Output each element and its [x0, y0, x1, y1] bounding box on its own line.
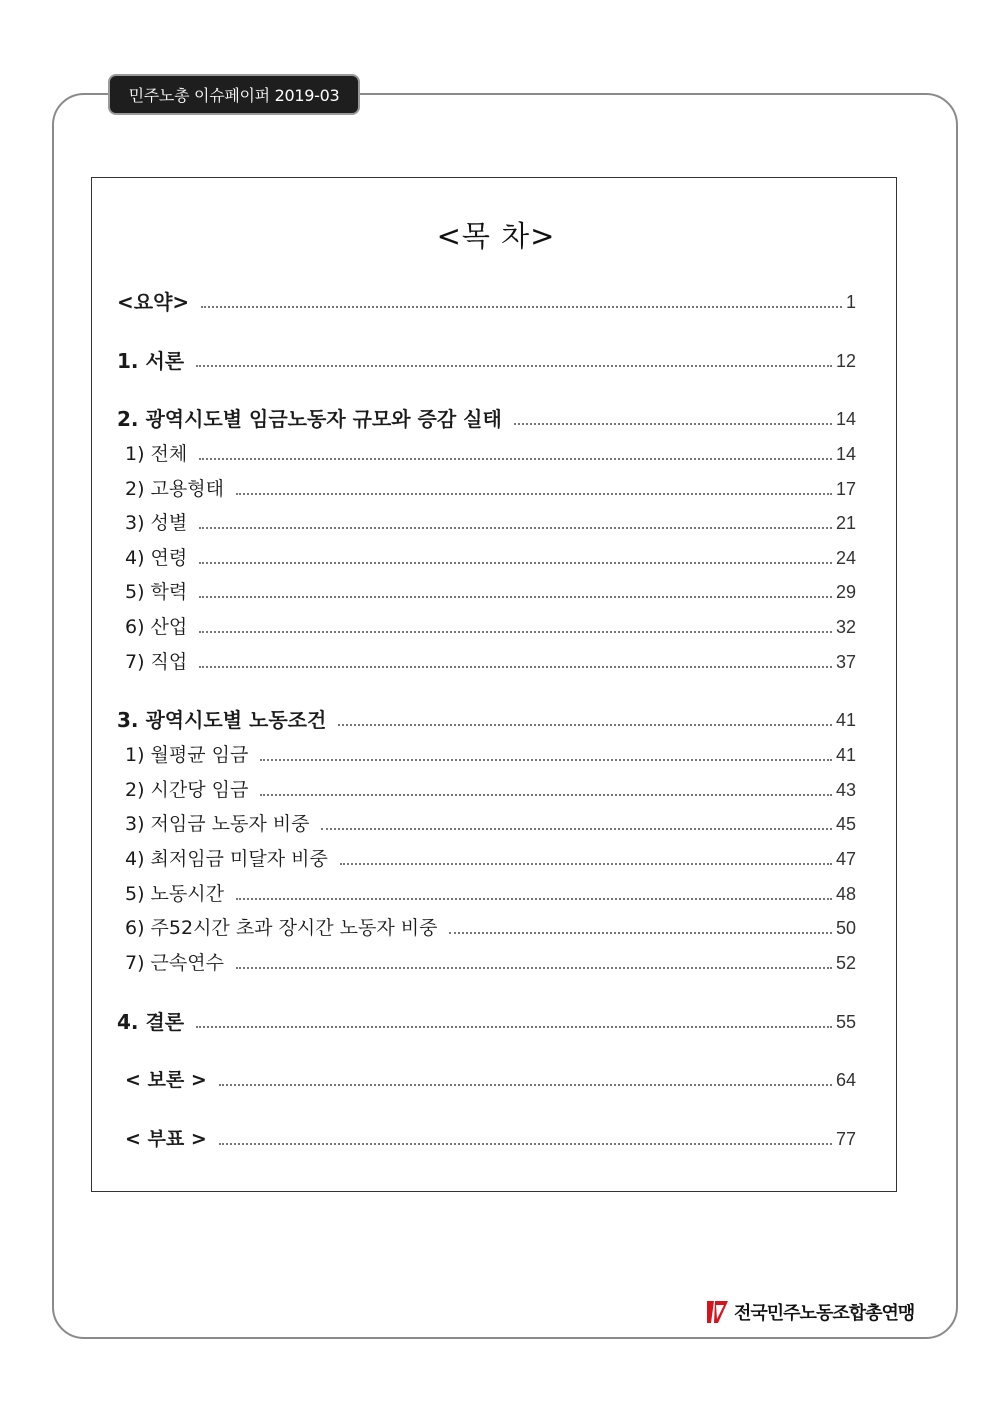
toc-entry-label: 5) 노동시간 — [125, 883, 224, 905]
dot-leader — [236, 967, 832, 969]
dot-leader — [236, 493, 832, 495]
dot-leader — [449, 932, 831, 934]
dot-leader — [199, 527, 832, 529]
toc-entry-page: 14 — [835, 409, 856, 429]
toc-entry-3-2[interactable] — [125, 775, 856, 805]
dot-leader — [196, 365, 832, 367]
toc-entry-label: 3) 성별 — [125, 512, 188, 534]
toc-entry-3-1[interactable] — [125, 740, 856, 770]
dot-leader — [219, 1084, 832, 1086]
toc-entry-2-5[interactable] — [125, 577, 856, 607]
dot-leader — [260, 759, 832, 761]
toc-entry-label: 1) 전체 — [125, 443, 188, 465]
toc-entry-2-3[interactable] — [125, 508, 856, 538]
toc-entry-page: 45 — [835, 814, 856, 834]
toc-entry-2-2[interactable] — [125, 474, 856, 504]
dot-leader — [199, 631, 832, 633]
dot-leader — [199, 666, 832, 668]
toc-entry-label: < 부표 > — [125, 1128, 207, 1150]
dot-leader — [260, 794, 832, 796]
toc-entry-section-2[interactable] — [117, 404, 856, 434]
toc-entry-page: 64 — [835, 1070, 856, 1090]
toc-entry-3-6[interactable] — [125, 913, 856, 943]
toc-entry-page: 1 — [845, 292, 856, 312]
toc-entry-section-3[interactable] — [117, 705, 856, 735]
toc-entry-label: 6) 산업 — [125, 616, 188, 638]
toc-entry-page: 43 — [835, 780, 856, 800]
toc-entry-label: 7) 직업 — [125, 651, 188, 673]
dot-leader — [199, 562, 832, 564]
dot-leader — [199, 596, 832, 598]
toc-entry-page: 52 — [835, 953, 856, 973]
toc-entry-page: 21 — [835, 513, 856, 533]
toc-entry-3-5[interactable] — [125, 879, 856, 909]
toc-entry-page: 41 — [835, 745, 856, 765]
toc-entry-label: 6) 주52시간 초과 장시간 노동자 비중 — [125, 917, 438, 939]
toc-entry-section-1[interactable] — [117, 346, 856, 376]
toc-entry-bupyo[interactable] — [125, 1124, 856, 1154]
dot-leader — [199, 458, 832, 460]
toc-entry-page: 14 — [835, 444, 856, 464]
toc-entry-section-4[interactable] — [117, 1007, 856, 1037]
dot-leader — [219, 1143, 832, 1145]
toc-entry-2-4[interactable] — [125, 543, 856, 573]
dot-leader — [338, 724, 832, 726]
toc-entry-3-3[interactable] — [125, 809, 856, 839]
toc-entry-page: 17 — [835, 479, 856, 499]
dot-leader — [340, 863, 832, 865]
toc-entry-3-4[interactable] — [125, 844, 856, 874]
toc-entry-2-6[interactable] — [125, 612, 856, 642]
toc-entry-label: 7) 근속연수 — [125, 952, 224, 974]
toc-entry-2-7[interactable] — [125, 647, 856, 677]
dot-leader — [196, 1026, 832, 1028]
toc-entry-page: 12 — [835, 351, 856, 371]
dot-leader — [321, 828, 832, 830]
toc-entry-page: 77 — [835, 1129, 856, 1149]
toc-entry-label: 3. 광역시도별 노동조건 — [117, 708, 327, 732]
toc-entry-label: 1) 월평균 임금 — [125, 744, 249, 766]
toc-entry-2-1[interactable] — [125, 439, 856, 469]
toc-entry-summary[interactable] — [117, 287, 856, 317]
toc-entry-label: <요약> — [117, 290, 190, 314]
toc-entry-label: 4. 결론 — [117, 1010, 185, 1034]
toc-entry-page: 47 — [835, 849, 856, 869]
toc-entry-label: 3) 저임금 노동자 비중 — [125, 813, 310, 835]
toc-entry-label: 2. 광역시도별 임금노동자 규모와 증감 실태 — [117, 407, 502, 431]
toc-entry-page: 55 — [835, 1012, 856, 1032]
toc-box — [91, 177, 897, 1192]
dot-leader — [201, 306, 842, 308]
toc-entry-3-7[interactable] — [125, 948, 856, 978]
toc-entry-label: 2) 시간당 임금 — [125, 779, 249, 801]
dot-leader — [236, 898, 832, 900]
toc-title: <목 차> — [436, 219, 556, 253]
toc-entry-label: 4) 최저임금 미달자 비중 — [125, 848, 328, 870]
issue-paper-tag: 민주노총 이슈페이퍼 2019-03 — [110, 76, 358, 113]
toc-entry-page: 32 — [835, 617, 856, 637]
toc-entry-label: < 보론 > — [125, 1069, 207, 1091]
toc-entry-boron[interactable] — [125, 1065, 856, 1095]
toc-entry-label: 4) 연령 — [125, 547, 188, 569]
toc-entry-page: 41 — [835, 710, 856, 730]
toc-entry-page: 37 — [835, 652, 856, 672]
toc-entry-page: 50 — [835, 918, 856, 938]
kctu-emblem-icon — [704, 1299, 730, 1325]
org-name: 전국민주노동조합총연맹 — [734, 1303, 915, 1324]
toc-entry-label: 5) 학력 — [125, 581, 188, 603]
toc-entry-page: 29 — [835, 582, 856, 602]
kctu-logo — [704, 1297, 914, 1327]
toc-entry-page: 48 — [835, 884, 856, 904]
dot-leader — [514, 423, 832, 425]
toc-entry-label: 2) 고용형태 — [125, 478, 224, 500]
toc-entry-label: 1. 서론 — [117, 349, 185, 373]
toc-entry-page: 24 — [835, 548, 856, 568]
